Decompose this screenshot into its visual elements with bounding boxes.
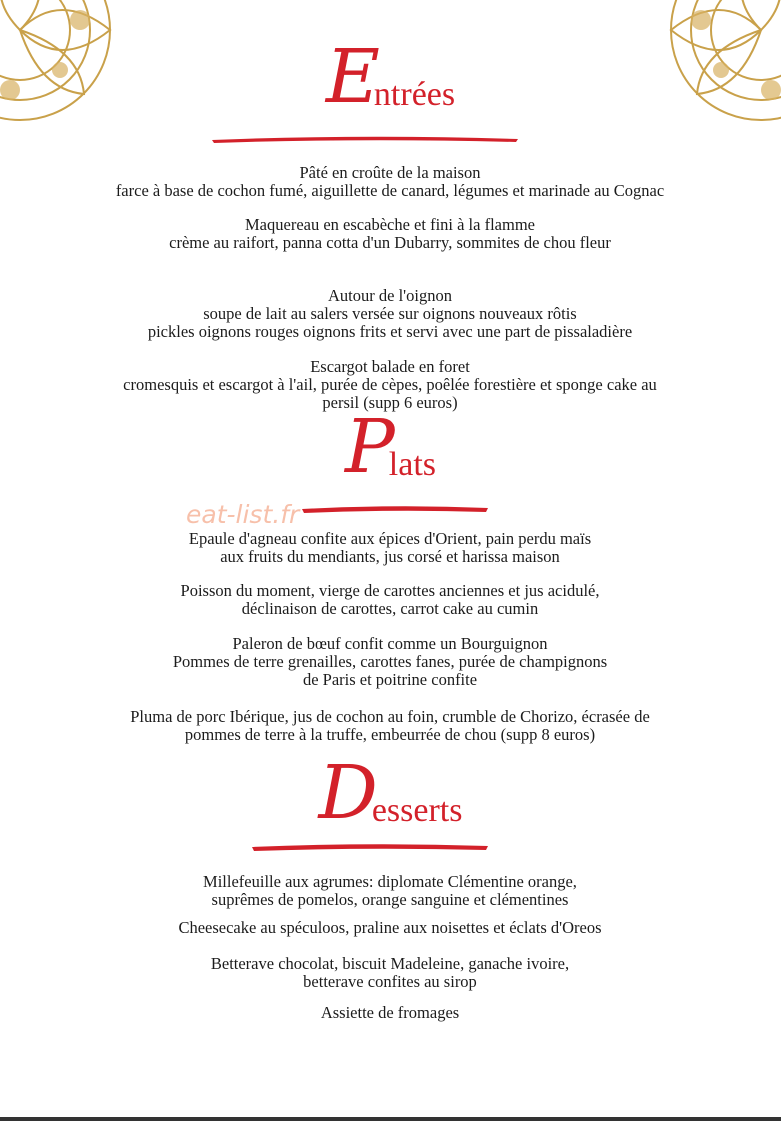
menu-item-line: Epaule d'agneau confite aux épices d'Orient, pain perdu maïs	[188, 529, 592, 548]
heading-initial: D	[318, 750, 378, 836]
menu-item-line: persil (supp 6 euros)	[322, 393, 458, 412]
menu-item-line: aux fruits du mendiants, jus corsé et harissa maison	[220, 547, 560, 566]
watermark: eat-list.fr	[186, 500, 300, 529]
menu-item-line: Assiette de fromages	[320, 1003, 460, 1022]
section-heading-desserts	[0, 750, 781, 836]
menu-item-line: Betterave chocolat, biscuit Madeleine, ganache ivoire,	[210, 954, 570, 973]
menu-item-line: crème au raifort, panna cotta d'un Dubarry, sommites de chou fleur	[169, 233, 611, 252]
menu-item-line: déclinaison de carottes, carrot cake au cumin	[241, 599, 539, 618]
menu-item-line: pommes de terre à la truffe, embeurrée de chou (supp 8 euros)	[184, 725, 596, 744]
menu-item	[40, 164, 740, 200]
menu-item-line: Autour de l'oignon	[328, 286, 452, 305]
brush-stroke	[250, 842, 490, 852]
menu-item-line: Pluma de porc Ibérique, jus de cochon au foin, crumble de Chorizo, écrasée de	[130, 707, 650, 726]
footer-bar	[0, 1117, 781, 1121]
menu-item-line: de Paris et poitrine confite	[302, 670, 478, 689]
menu-item-line: Cheesecake au spéculoos, praline aux noisettes et éclats d'Oreos	[178, 918, 602, 937]
menu-item-line: cromesquis et escargot à l'ail, purée de cèpes, poêlée forestière et sponge cake au	[123, 375, 657, 394]
heading-rest: ntrées	[373, 76, 456, 113]
heading-rest: lats	[388, 446, 436, 483]
menu-item	[40, 582, 740, 618]
heading-initial: P	[344, 404, 395, 490]
menu-item-line: soupe de lait au salers versée sur oignons nouveaux rôtis	[203, 304, 577, 323]
menu-item	[40, 919, 740, 937]
menu-item-line: farce à base de cochon fumé, aiguillette de canard, légumes et marinade au Cognac	[115, 181, 665, 200]
menu-item-line: Escargot balade en foret	[310, 357, 470, 376]
menu-item-line: pickles oignons rouges oignons frits et servi avec une part de pissaladière	[147, 322, 633, 341]
brush-stroke	[210, 134, 520, 144]
brush-stroke	[300, 504, 490, 514]
menu-item	[40, 955, 740, 991]
menu-item	[40, 216, 740, 252]
heading-initial: E	[325, 34, 380, 120]
section-heading-entrees	[0, 34, 781, 120]
menu-item	[40, 287, 740, 341]
menu-item-line: Poisson du moment, vierge de carottes anciennes et jus acidulé,	[180, 581, 600, 600]
heading-rest: esserts	[371, 792, 463, 829]
menu-item-line: Millefeuille aux agrumes: diplomate Clémentine orange,	[203, 872, 577, 891]
menu-item	[40, 635, 740, 689]
menu-item-line: Maquereau en escabèche et fini à la flamme	[245, 215, 535, 234]
menu-item-line: suprêmes de pomelos, orange sanguine et clémentines	[211, 890, 569, 909]
menu-item-line: Pâté en croûte de la maison	[299, 163, 481, 182]
menu-item	[40, 708, 740, 744]
menu-item-line: Paleron de bœuf confit comme un Bourguignon	[232, 634, 548, 653]
menu-item-line: Pommes de terre grenailles, carottes fanes, purée de champignons	[172, 652, 608, 671]
menu-item-line: betterave confites au sirop	[303, 972, 477, 991]
menu-item	[40, 873, 740, 909]
menu-item	[40, 1004, 740, 1022]
menu-item	[40, 530, 740, 566]
section-heading-plats	[0, 404, 781, 490]
